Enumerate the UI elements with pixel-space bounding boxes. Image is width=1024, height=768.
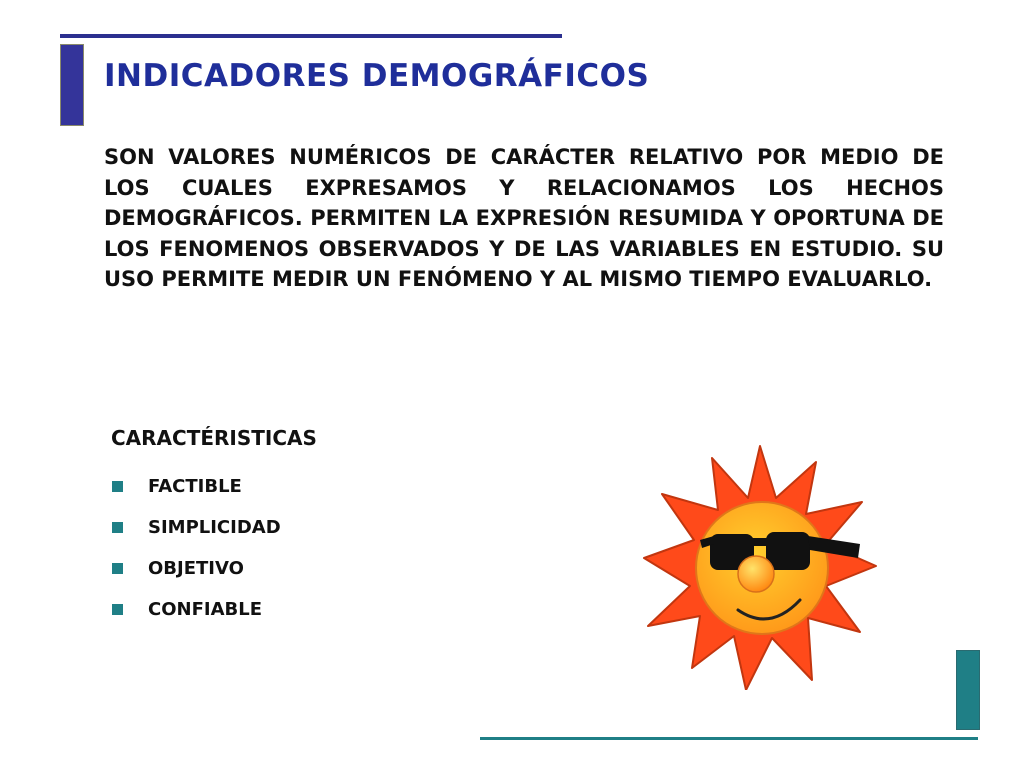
corner-accent-bar: [956, 650, 980, 730]
square-bullet-icon: [112, 481, 123, 492]
list-item: [112, 589, 281, 630]
slide-title: INDICADORES DEMOGRÁFICOS: [104, 58, 650, 94]
characteristic-label: FACTIBLE: [148, 476, 242, 497]
list-item: [112, 507, 281, 548]
list-item: [112, 548, 281, 589]
sun-with-sunglasses-icon: [640, 440, 880, 690]
sun-nose: [738, 556, 774, 592]
square-bullet-icon: [112, 522, 123, 533]
characteristic-label: SIMPLICIDAD: [148, 517, 281, 538]
square-bullet-icon: [112, 604, 123, 615]
definition-paragraph: SON VALORES NUMÉRICOS DE CARÁCTER RELATIVO POR MEDIO DE LOS CUALES EXPRESAMOS Y RELACIONAMOS LOS HECHOS DEMOGRÁFICOS. PERMITEN LA EXPRESIÓN RESUMIDA Y OPORTUNA DE LOS FENOMENOS OBSERVADOS Y DE LAS VARIABLES EN ESTUDIO. SU USO PERMITE MEDIR UN FENÓMENO Y AL MISMO TIEMPO EVALUARLO.: [104, 145, 944, 291]
characteristics-list: [112, 466, 281, 630]
list-item: [112, 466, 281, 507]
square-bullet-icon: [112, 563, 123, 574]
characteristic-label: OBJETIVO: [148, 558, 244, 579]
characteristics-heading: CARACTÉRISTICAS: [111, 426, 317, 450]
characteristic-label: CONFIABLE: [148, 599, 262, 620]
top-divider-line: [60, 34, 562, 38]
title-accent-bar: [60, 44, 84, 126]
bottom-divider-line: [480, 737, 978, 740]
